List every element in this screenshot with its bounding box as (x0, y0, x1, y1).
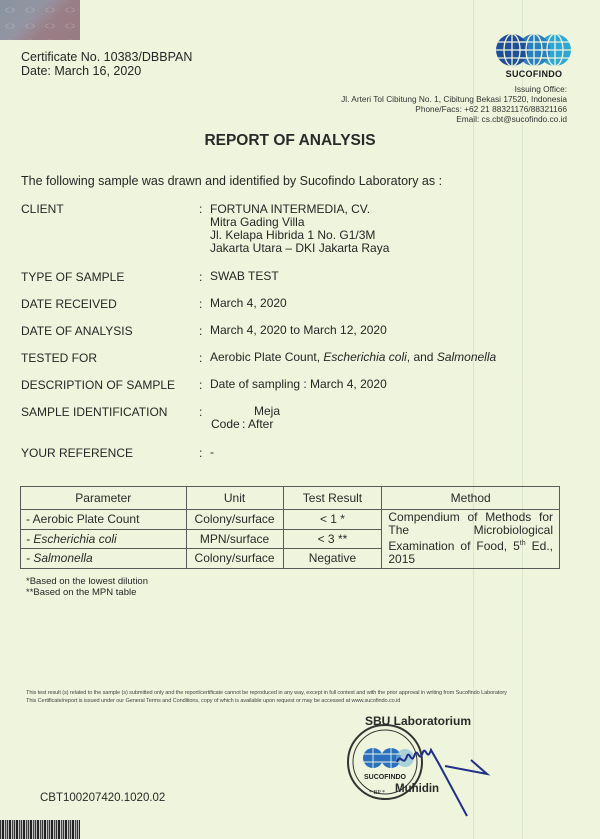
sample-id-name: Meja (254, 404, 281, 418)
header-parameter: Parameter (21, 487, 187, 510)
header-test-result: Test Result (283, 487, 382, 510)
method-superscript: th (519, 540, 526, 548)
client-name: FORTUNA INTERMEDIA, CV. (210, 202, 371, 216)
description-colon: : (199, 378, 203, 392)
office-phone: Phone/Facs: +62 21 88321176/88321166 (415, 104, 567, 114)
client-label: CLIENT (21, 202, 64, 216)
unit-cell: Colony/surface (186, 549, 283, 569)
sample-code-label: Code (211, 417, 240, 431)
office-heading: Issuing Office: (514, 84, 567, 94)
footnote-1: *Based on the lowest dilution (26, 576, 148, 587)
signature-icon (395, 730, 515, 820)
method-edition: Ed., 2015 (388, 539, 553, 567)
your-reference-colon: : (199, 446, 203, 460)
date-of-analysis-colon: : (199, 324, 203, 338)
type-of-sample-label: TYPE OF SAMPLE (21, 270, 125, 284)
method-text: Compendium of Methods for The Microbiological Examination of Food, 5 (388, 510, 553, 554)
date-of-analysis-label: DATE OF ANALYSIS (21, 324, 133, 338)
table-header-row (21, 487, 560, 510)
table-row (21, 510, 560, 530)
disclaimer-line-2: This Certificate/report is issued under our General Terms and Conditions, copy of which is available upon request or may be accessed at www.sucofindo.co.id (26, 697, 401, 704)
office-email: Email: cs.cbt@sucofindo.co.id (456, 114, 567, 124)
type-of-sample-value: SWAB TEST (210, 269, 279, 283)
your-reference-value: - (210, 445, 214, 459)
header-unit: Unit (186, 487, 283, 510)
footnote-2: **Based on the MPN table (26, 587, 137, 598)
sample-id-colon: : (199, 405, 203, 419)
tested-for-value (210, 351, 496, 364)
date-received-colon: : (199, 297, 203, 311)
report-intro: The following sample was drawn and identified by Sucofindo Laboratory as : (21, 174, 443, 188)
result-cell: < 3 ** (283, 529, 382, 549)
description-value: Date of sampling : March 4, 2020 (210, 377, 387, 391)
your-reference-label: YOUR REFERENCE (21, 446, 134, 460)
client-address-3: Jakarta Utara – DKI Jakarta Raya (210, 241, 390, 255)
disclaimer (26, 690, 507, 705)
signer-name: Muhidin (395, 783, 440, 795)
disclaimer-line-1: This test result (s) related to the sample (s) submitted only and the report/certificate cannot be reproduced in any way, except in full context and with the prior approval in writing from Sucofindo Laboratory (26, 690, 507, 696)
security-pattern-band (0, 0, 80, 40)
method-cell (382, 510, 560, 569)
barcode-icon (0, 820, 80, 839)
office-address: Jl. Arteri Tol Cibitung No. 1, Cibitung Bekasi 17520, Indonesia (341, 94, 567, 104)
svg-text:SUCOFINDO: SUCOFINDO (364, 774, 406, 781)
results-table (20, 486, 560, 569)
tested-for-part3: , and (406, 350, 437, 364)
client-address-2: Jl. Kelapa Hibrida 1 No. G1/3M (210, 228, 376, 242)
tested-for-label: TESTED FOR (21, 351, 98, 365)
svg-text:* BP *: * BP * (368, 790, 386, 796)
unit-cell: Colony/surface (186, 510, 283, 530)
type-of-sample-colon: : (199, 270, 203, 284)
footnotes (26, 576, 148, 598)
result-cell: Negative (283, 549, 382, 569)
issuing-office (341, 84, 567, 124)
parameter-cell: - Escherichia coli (21, 529, 187, 549)
sample-code-value: : After (242, 417, 274, 431)
document-code: CBT100207420.1020.02 (40, 792, 166, 804)
logo-wordmark: SUCOFINDO (505, 69, 563, 79)
description-label: DESCRIPTION OF SAMPLE (21, 378, 176, 392)
certificate-info (21, 50, 192, 78)
certificate-number: Certificate No. 10383/DBBPAN (21, 50, 193, 64)
result-cell: < 1 * (283, 510, 382, 530)
client-address-1: Mitra Gading Villa (210, 215, 305, 229)
certificate-date: Date: March 16, 2020 (21, 64, 142, 78)
tested-for-part1: Aerobic Plate Count, (210, 350, 324, 364)
sample-id-label: SAMPLE IDENTIFICATION (21, 405, 168, 419)
parameter-cell: - Salmonella (21, 549, 187, 569)
date-of-analysis-value: March 4, 2020 to March 12, 2020 (210, 323, 387, 337)
tested-for-colon: : (199, 351, 203, 365)
tested-for-ecoli: Escherichia coli (323, 350, 407, 364)
client-colon: : (199, 202, 203, 216)
lab-unit-name: SBU Laboratorium (365, 714, 472, 728)
client-value (210, 203, 389, 255)
parameter-cell: - Aerobic Plate Count (21, 510, 187, 530)
unit-cell: MPN/surface (186, 529, 283, 549)
date-received-value: March 4, 2020 (210, 296, 287, 310)
date-received-label: DATE RECEIVED (21, 297, 117, 311)
tested-for-salmonella: Salmonella (436, 350, 497, 364)
report-title: REPORT OF ANALYSIS (204, 132, 376, 149)
header-method: Method (382, 487, 560, 510)
